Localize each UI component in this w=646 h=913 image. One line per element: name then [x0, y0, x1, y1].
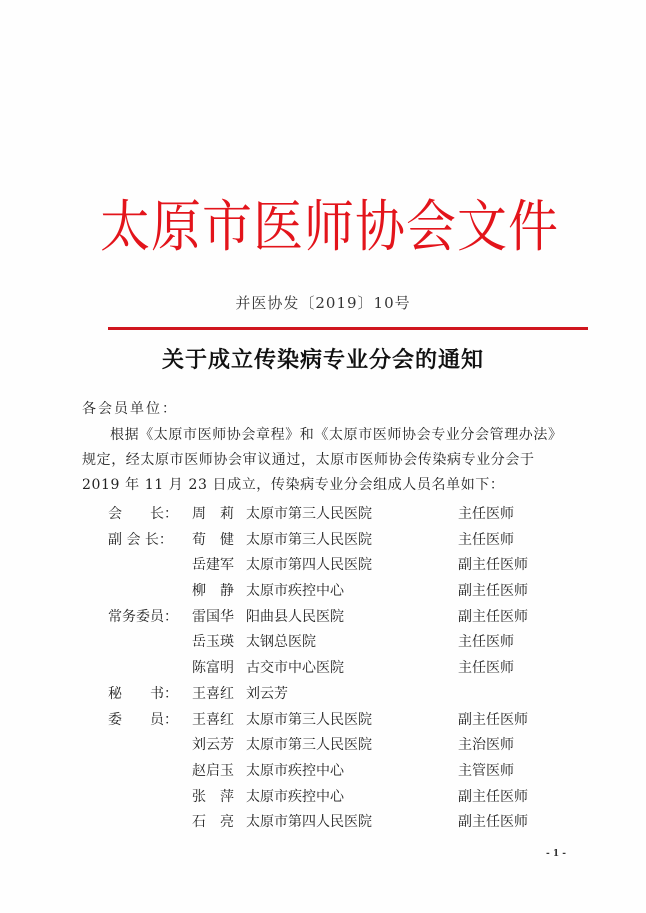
- roster-title: 主任医师: [458, 660, 514, 677]
- roster-row: [108, 657, 568, 683]
- roster-org: 太原市第三人民医院: [246, 506, 372, 522]
- paragraph-line: 规定，经太原市医师协会审议通过，太原市医师协会传染病专业分会于: [82, 452, 535, 468]
- roster-org: 古交市中心医院: [246, 660, 344, 677]
- roster-name: 柳 静: [192, 583, 234, 600]
- roster-row: [108, 786, 568, 812]
- roster-org: 太原市疾控中心: [246, 788, 344, 805]
- roster-row: [108, 683, 568, 709]
- roster-name: 刘云芳: [192, 737, 234, 754]
- roster-title: 副主任医师: [458, 583, 528, 600]
- roster-row: [108, 503, 568, 529]
- roster-name: 陈富明: [192, 660, 234, 677]
- roster-title: 副主任医师: [458, 814, 528, 831]
- roster-row: [108, 709, 568, 735]
- notice-title: 关于成立传染病专业分会的通知: [161, 348, 484, 373]
- roster-title: 主任医师: [458, 506, 514, 522]
- roster-row: [108, 760, 568, 786]
- roster-name: 王喜红: [192, 711, 234, 728]
- salutation: 各会员单位：: [82, 401, 178, 417]
- roster-name: 王喜红: [192, 685, 234, 702]
- roster-title: 副主任医师: [458, 557, 528, 574]
- roster-name: 岳建军: [192, 557, 234, 574]
- roster-title: 副主任医师: [458, 711, 528, 728]
- roster-row: [108, 606, 568, 632]
- roster-org: 太原市第三人民医院: [246, 711, 372, 728]
- roster-org: 刘云芳: [246, 685, 288, 702]
- roster-role: 副 会 长：: [108, 531, 173, 548]
- org-header-title: 太原市医师协会文件: [100, 194, 559, 260]
- roster-role: 常务委员：: [108, 608, 178, 625]
- paragraph-line: 2019 年 11 月 23 日成立，传染病专业分会组成人员名单如下：: [82, 477, 505, 493]
- roster-title: 副主任医师: [458, 608, 528, 625]
- notice-paragraph: [82, 423, 572, 498]
- roster-title: 主治医师: [458, 737, 514, 754]
- roster-row: [108, 631, 568, 657]
- roster-org: 太原市疾控中心: [246, 762, 344, 779]
- roster-row: [108, 811, 568, 837]
- roster-role: 秘 书：: [108, 685, 178, 702]
- roster-org: 太钢总医院: [246, 634, 316, 651]
- red-divider: [108, 327, 588, 330]
- roster-row: [108, 580, 568, 606]
- roster-title: 主任医师: [458, 634, 514, 651]
- page-number: - 1 -: [546, 849, 566, 859]
- member-roster: [108, 503, 568, 837]
- roster-org: 太原市第四人民医院: [246, 814, 372, 831]
- roster-org: 太原市第三人民医院: [246, 737, 372, 754]
- roster-row: [108, 554, 568, 580]
- roster-org: 太原市第四人民医院: [246, 557, 372, 574]
- roster-name: 赵启玉: [192, 762, 234, 779]
- document-number: 并医协发〔2019〕10号: [235, 294, 411, 312]
- roster-name: 岳玉瑛: [192, 634, 234, 651]
- roster-role: 委 员：: [108, 711, 178, 728]
- roster-name: 周 莉: [192, 506, 234, 522]
- roster-name: 雷国华: [192, 608, 234, 625]
- roster-name: 荀 健: [192, 531, 234, 548]
- roster-name: 石 亮: [192, 814, 234, 831]
- roster-role: 会 长：: [108, 506, 178, 522]
- roster-org: 太原市疾控中心: [246, 583, 344, 600]
- roster-row: [108, 529, 568, 555]
- paragraph-line: 根据《太原市医师协会章程》和《太原市医师协会专业分会管理办法》: [110, 427, 563, 443]
- roster-title: 主任医师: [458, 531, 514, 548]
- roster-row: [108, 734, 568, 760]
- roster-title: 副主任医师: [458, 788, 528, 805]
- roster-org: 太原市第三人民医院: [246, 531, 372, 548]
- roster-title: 主管医师: [458, 762, 514, 779]
- roster-org: 阳曲县人民医院: [246, 608, 344, 625]
- roster-name: 张 萍: [192, 788, 234, 805]
